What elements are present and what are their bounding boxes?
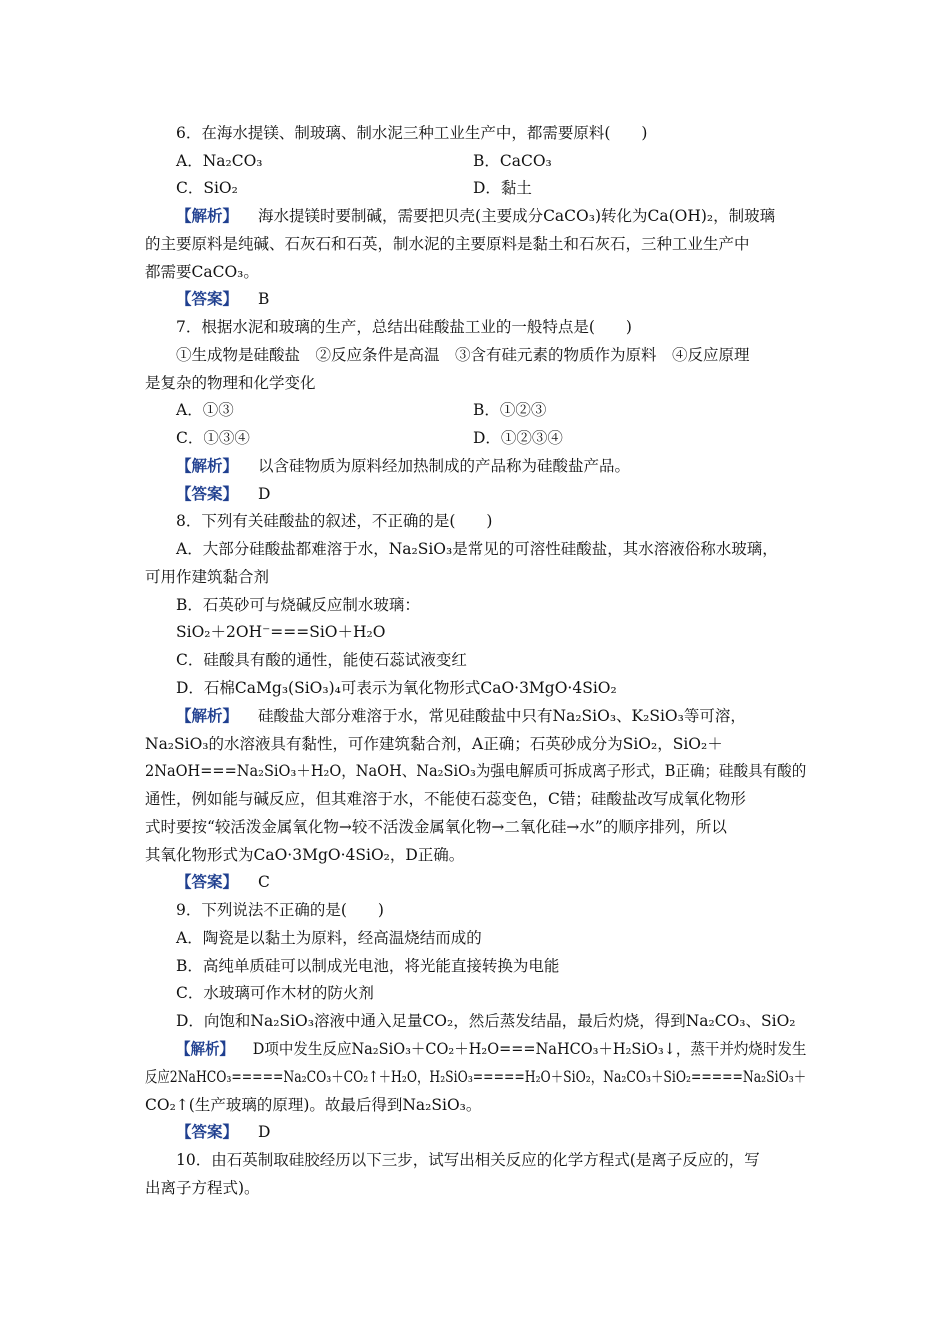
q8-option-b-line-1: B．石英砂可与烧碱反应制水玻璃： [176,596,420,614]
answer-label: 【答案】 [176,1122,239,1141]
q8-analysis-line-3: 2NaOH===Na₂SiO₃＋H₂O，NaOH、Na₂SiO₃为强电解质可拆成离子形式，B正确；硅酸具有酸的 [145,762,807,780]
q6-option-a: A．Na₂CO₃ [176,152,263,170]
q9-option-c: C．水玻璃可作木材的防火剂 [176,984,374,1002]
q7-option-c: C．①③④ [176,429,250,447]
q8-option-c: C．硅酸具有酸的通性，能使石蕊试液变红 [176,651,467,669]
q6-option-b: B．CaCO₃ [473,152,552,170]
q6-option-d: D．黏土 [473,179,532,197]
q7-items-line-1: ①生成物是硅酸盐 ②反应条件是高温 ③含有硅元素的物质作为原料 ④反应原理 [176,346,750,364]
answer-label: 【答案】 [176,872,239,891]
q8-analysis-line-5: 式时要按“较活泼金属氧化物→较不活泼金属氧化物→二氧化硅→水”的顺序排列，所以 [145,818,727,836]
analysis-label: 【解析】 [176,1039,235,1058]
q7-option-d: D．①②③④ [473,429,563,447]
analysis-label: 【解析】 [176,706,239,725]
q9-analysis-line-3: CO₂↑(生产玻璃的原理)。故最后得到Na₂SiO₃。 [145,1096,482,1114]
q7-stem: 7．根据水泥和玻璃的生产，总结出硅酸盐工业的一般特点是( ) [176,318,632,336]
q9-option-a: A．陶瓷是以黏土为原料，经高温烧结而成的 [176,929,482,947]
analysis-label: 【解析】 [176,206,239,225]
answer-label: 【答案】 [176,484,239,503]
q9-option-d: D．向饱和Na₂SiO₃溶液中通入足量CO₂，然后蒸发结晶，最后灼烧，得到Na₂CO₃、SiO₂ [176,1012,796,1030]
q7-option-b: B．①②③ [473,401,547,419]
q9-analysis-line-1: 【解析】 D项中发生反应Na₂SiO₃＋CO₂＋H₂O===NaHCO₃＋H₂SiO₃↓，蒸干并灼烧时发生 [176,1039,807,1058]
q8-option-a-line-2: 可用作建筑黏合剂 [145,568,270,586]
q6-analysis-line-3: 都需要CaCO₃。 [145,263,259,281]
q9-analysis-line-2: 反应2NaHCO₃=====Na₂CO₃＋CO₂↑＋H₂O，H₂SiO₃=====H₂O＋SiO₂，Na₂CO₃＋SiO₂=====Na₂SiO₃＋ [145,1068,807,1086]
q8-option-b-line-2: SiO₂＋2OH⁻===SiO＋H₂O [176,623,386,641]
q7-items-line-2: 是复杂的物理和化学变化 [145,374,316,392]
q6-option-c: C．SiO₂ [176,179,238,197]
analysis-label: 【解析】 [176,456,239,475]
q6-analysis-line-1: 【解析】 海水提镁时要制碱，需要把贝壳(主要成分CaCO₃)转化为Ca(OH)₂，制玻璃 [176,206,776,225]
q7-option-a: A．①③ [176,401,234,419]
q8-answer: 【答案】 C [176,872,270,891]
answer-label: 【答案】 [176,289,239,308]
q8-analysis-line-2: Na₂SiO₃的水溶液具有黏性，可作建筑黏合剂，A正确；石英砂成分为SiO₂，SiO₂＋ [145,735,723,753]
q9-option-b: B．高纯单质硅可以制成光电池，将光能直接转换为电能 [176,957,560,975]
q9-answer: 【答案】 D [176,1122,271,1141]
q9-stem: 9．下列说法不正确的是( ) [176,901,384,919]
q7-answer: 【答案】 D [176,484,271,503]
q7-analysis: 【解析】 以含硅物质为原料经加热制成的产品称为硅酸盐产品。 [176,456,631,475]
q8-analysis-line-1: 【解析】 硅酸盐大部分难溶于水，常见硅酸盐中只有Na₂SiO₃、K₂SiO₃等可溶， [176,706,746,725]
q8-stem: 8．下列有关硅酸盐的叙述，不正确的是( ) [176,512,493,530]
q6-analysis-line-2: 的主要原料是纯碱、石灰石和石英，制水泥的主要原料是黏土和石灰石，三种工业生产中 [145,235,750,253]
q6-answer: 【答案】 B [176,289,270,308]
q8-option-d: D．石棉CaMg₃(SiO₃)₄可表示为氧化物形式CaO·3MgO·4SiO₂ [176,679,617,697]
q8-analysis-line-4: 通性，例如能与碱反应，但其难溶于水，不能使石蕊变色，C错；硅酸盐改写成氧化物形 [145,790,746,808]
q8-analysis-line-6: 其氧化物形式为CaO·3MgO·4SiO₂，D正确。 [145,846,465,864]
q10-stem-line-1: 10．由石英制取硅胶经历以下三步，试写出相关反应的化学方程式(是离子反应的，写 [176,1151,760,1169]
q6-stem: 6．在海水提镁、制玻璃、制水泥三种工业生产中，都需要原料( ) [176,124,648,142]
q8-option-a-line-1: A．大部分硅酸盐都难溶于水，Na₂SiO₃是常见的可溶性硅酸盐，其水溶液俗称水玻璃， [176,540,778,558]
q10-stem-line-2: 出离子方程式)。 [145,1179,260,1197]
